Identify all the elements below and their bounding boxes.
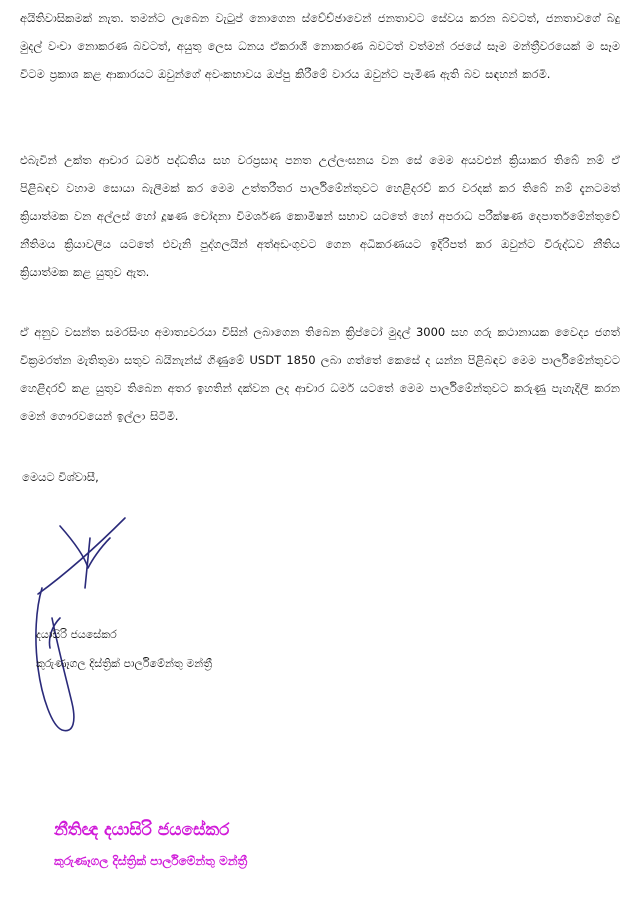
closing-salutation: මෙයට විශ්වාසී,	[22, 470, 99, 484]
letter-paragraph-1: අයිතිවාසිකමක් නැත. තමන්ට ලැබෙන වැටුප් නොගෙන ස්වේච්ඡාවෙන් ජනතාවට සේවය කරන බවටත්, ජනතාවගේ බදු මුදල් වංචා නොකරණ බවටත්, අයුතු ලෙස ධනය ඒකරාශී නොකරණ බවටත් වත්මන් රජයේ සෑම මන්ත්‍රීවරයෙක් ම සෑම විටම ප්‍රකාශ කළ ආකාරයට ඔවුන්ගේ අවංකභාවය ඔප්පු කිරීමේ වාරය ඔවුන්ට පැමිණ ඇති බව සඳහන් කරමි.	[20, 11, 620, 81]
signatory-title: කුරුණෑගල දිස්ත්‍රික් පාර්ලිමේන්තු මන්ත්‍රී	[36, 657, 213, 670]
signatory-name: දයාසිරි ජයසේකර	[36, 628, 117, 641]
stamp-title: කුරුණෑගල දිස්ත්‍රික් පාර්ලිමේන්තු මන්ත්‍රී	[54, 854, 248, 868]
handwritten-signature	[30, 498, 140, 738]
stamp-name: නීතිඥ දයාසිරි ජයසේකර	[54, 820, 230, 840]
letter-paragraph-2: එබැවින් උක්ත ආචාර ධර්ම පද්ධතිය සහ වරප්‍රසාද පනත උල්ලංඝනය වන සේ මෙම අයවළුන් ක්‍රියාකර තිබේ නම් ඒ පිළිබඳව වහාම සොයා බැලීමක් කර මෙම උත්තරීතර පාර්ලිමේන්තුවට හෙළිදරව් කර වරදක් කර තිබේ නම් දැනටමත් ක්‍රියාත්මක වන අල්ලස් හෝ දූෂණ චෝදනා විමර්ශණ කොමිෂන් සභාව යටතේ හෝ අපරාධ පරීක්ෂණ දෙපාර්තමේන්තුවේ නීතිමය ක්‍රියාවලිය යටතේ එවැනි පුද්ගලයින් අත්අඩංගුවට ගෙන අධිකරණයට ඉදිරිපත් කර ඔවුන්ට විරුද්ධව නීතිය ක්‍රියාත්මක කළ යුතුව ඇත.	[20, 153, 620, 279]
letter-paragraph-3: ඒ අනුව වසන්ත සමරසිංහ අමාත්‍යවරයා විසින් ලබාගෙන තිබෙන ක්‍රිප්ටෝ මුදල් 3000 සහ ගරු කථානායක වෛද්‍ය ජගත් වික්‍රමරත්න මැතිතුමා සතුව බයිනැන්ස් ගිණුමේ USDT 1850 ලබා ගත්තේ කෙසේ ද යන්න පිළිබඳව මෙම පාර්ලිමේන්තුවට හෙළිදරව් කළ යුතුව තිබෙන අතර ඉහතින් දක්වන ලද ආචාර ධර්ම යටතේ මෙම පාර්ලිමේන්තුවට කරුණු පැහැදිලි කරන මෙන් ගෞරවයෙන් ඉල්ලා සිටිමි.	[20, 325, 620, 423]
